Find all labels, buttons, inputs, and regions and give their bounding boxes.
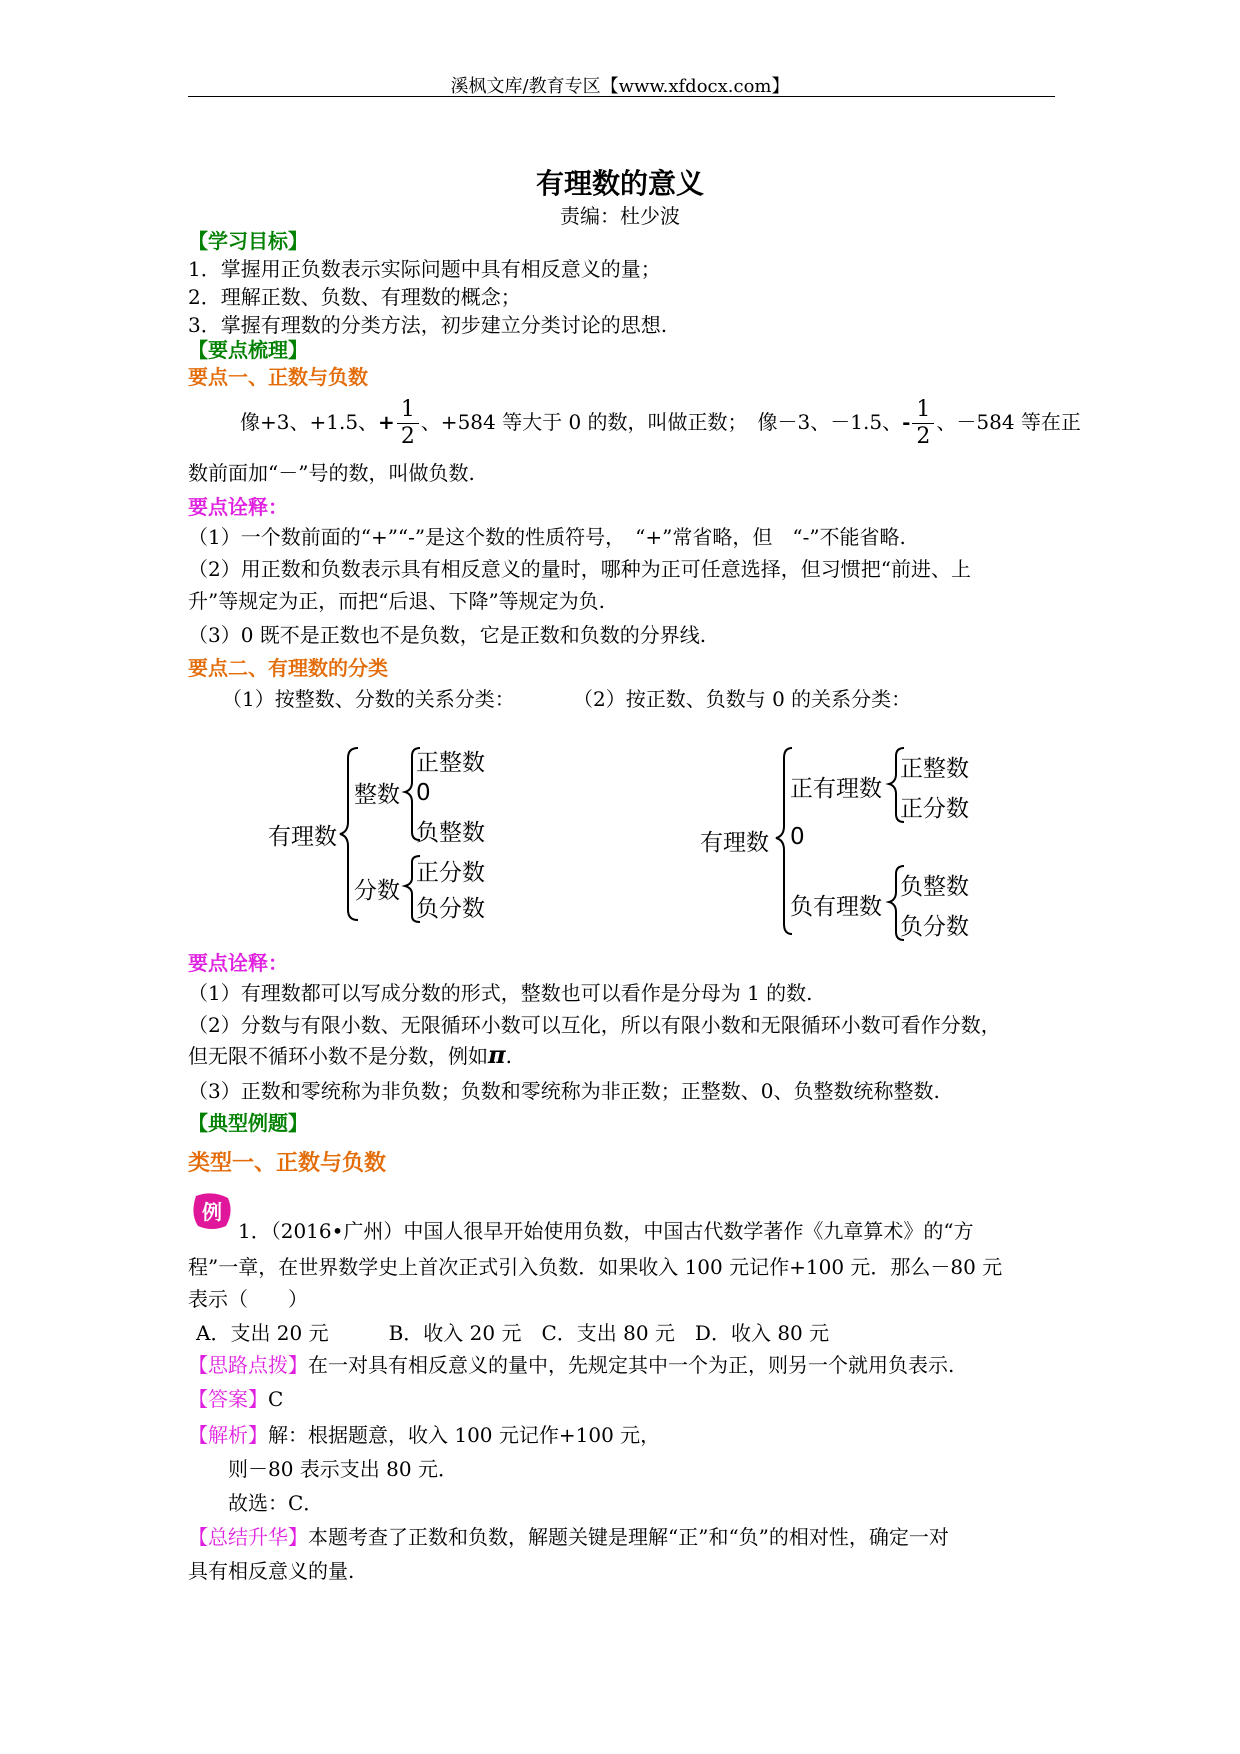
- diagram1-root: 有理数: [268, 824, 337, 850]
- diagram1-positive-fraction: 正分数: [416, 860, 485, 886]
- diagram2-root: 有理数: [700, 830, 769, 856]
- diagram1-integer: 整数: [354, 782, 400, 808]
- pi-symbol: π: [488, 1040, 506, 1069]
- note-item: （3）正数和零统称为非负数；负数和零统称为非正数；正整数、0、负整数统称整数.: [188, 1079, 940, 1103]
- analysis-row: [188, 1422, 660, 1448]
- editor-credit: 责编：杜少波: [560, 204, 680, 228]
- analysis-line: 则－80 表示支出 80 元．: [228, 1457, 458, 1481]
- goals-heading: 【学习目标】: [188, 229, 308, 253]
- fraction-denominator: 2: [397, 423, 419, 450]
- diagram1-positive-integer: 正整数: [416, 750, 485, 776]
- point1-notes-heading: 要点诠释：: [188, 495, 288, 519]
- diagram2-positive-integer: 正整数: [900, 756, 969, 782]
- plus-sign: +: [378, 410, 395, 434]
- point1-definition-line2: 数前面加“－”号的数，叫做负数.: [188, 461, 475, 485]
- minus-sign: -: [902, 410, 911, 434]
- diagram1-fraction: 分数: [354, 878, 400, 904]
- note-item: （2）用正数和负数表示具有相反意义的量时，哪种为正可任意选择，但习惯把“前进、上: [188, 557, 971, 581]
- answer-label: 【答案】: [188, 1387, 268, 1411]
- classification-method-2: （2）按正数、负数与 0 的关系分类：: [573, 687, 912, 711]
- page-title: 有理数的意义: [535, 167, 704, 200]
- badge-label: 例: [202, 1200, 222, 1224]
- note-item: 升”等规定为正，而把“后退、下降”等规定为负.: [188, 589, 606, 613]
- goal-item: 3．掌握有理数的分类方法，初步建立分类讨论的思想.: [188, 313, 668, 337]
- note-item: （2）分数与有限小数、无限循环小数可以互化，所以有限小数和无限循环小数可看作分数，: [188, 1013, 1001, 1037]
- summary-line: 具有相反意义的量.: [188, 1559, 355, 1583]
- question-line: 程”一章，在世界数学史上首次正式引入负数．如果收入 100 元记作+100 元．那么－80 元: [188, 1255, 1003, 1279]
- diagram2-positive-rational: 正有理数: [790, 776, 882, 802]
- goal-item: 1．掌握用正负数表示实际问题中具有相反意义的量；: [188, 257, 661, 281]
- analysis-label: 【解析】: [188, 1423, 268, 1447]
- summary-label: 【总结升华】: [188, 1525, 308, 1549]
- note-item: （1）有理数都可以写成分数的形式，整数也可以看作是分母为 1 的数.: [188, 981, 813, 1005]
- hint-label: 【思路点拨】: [188, 1353, 308, 1377]
- example-badge-icon: [190, 1192, 234, 1232]
- hint-text: 在一对具有相反意义的量中，先规定其中一个为正，则另一个就用负表示.: [308, 1353, 955, 1377]
- note-period: .: [505, 1044, 512, 1068]
- type1-heading: 类型一、正数与负数: [188, 1150, 387, 1176]
- fraction-numerator: 1: [916, 397, 931, 422]
- question-options: A．支出 20 元 B．收入 20 元 C．支出 80 元 D．收入 80 元: [196, 1321, 830, 1345]
- page-header: 溪枫文库/教育专区【www.xfdocx.com】: [450, 76, 790, 97]
- answer-row: [188, 1386, 283, 1412]
- fraction-numerator: 1: [400, 397, 415, 422]
- diagram2-zero: 0: [790, 824, 805, 850]
- note-text: 但无限不循环小数不是分数，例如: [188, 1044, 488, 1068]
- question-line: 1．（2016•广州）中国人很早开始使用负数，中国古代数学著作《九章算术》的“方: [238, 1219, 974, 1243]
- point2-heading: 要点二、有理数的分类: [188, 656, 388, 680]
- summary-text: 本题考查了正数和负数，解题关键是理解“正”和“负”的相对性，确定一对: [308, 1525, 949, 1549]
- diagram2-negative-fraction: 负分数: [900, 914, 969, 940]
- answer-text: C: [268, 1387, 284, 1411]
- diagram2-negative-rational: 负有理数: [790, 894, 882, 920]
- diagram1-zero: 0: [416, 780, 431, 806]
- summary-row: [188, 1524, 949, 1550]
- fraction-denominator: 2: [912, 423, 934, 450]
- analysis-line: 故选：C．: [228, 1491, 324, 1515]
- summary-heading: 【要点梳理】: [188, 338, 308, 362]
- hint-row: [188, 1352, 954, 1378]
- diagram2-negative-integer: 负整数: [900, 874, 969, 900]
- note-item: （1）一个数前面的“+”“-”是这个数的性质符号， “+”常省略，但 “-”不能省略.: [188, 525, 906, 549]
- point2-notes-heading: 要点诠释：: [188, 951, 288, 975]
- diagram2-positive-fraction: 正分数: [900, 796, 969, 822]
- goal-item: 2．理解正数、负数、有理数的概念；: [188, 285, 521, 309]
- definition-part-b: 、+584 等大于 0 的数，叫做正数； 像－3、－1.5、: [420, 410, 903, 434]
- analysis-text: 解：根据题意，收入 100 元记作+100 元，: [268, 1423, 661, 1447]
- examples-heading: 【典型例题】: [188, 1111, 308, 1135]
- classification-method-1: （1）按整数、分数的关系分类：: [222, 687, 515, 711]
- note-item: （3）0 既不是正数也不是负数，它是正数和负数的分界线.: [188, 623, 707, 647]
- note-item: [188, 1042, 512, 1069]
- diagram1-negative-integer: 负整数: [416, 820, 485, 846]
- diagram1-negative-fraction: 负分数: [416, 896, 485, 922]
- definition-part-c: 、－584 等在正: [936, 410, 1081, 434]
- point1-heading: 要点一、正数与负数: [188, 365, 368, 389]
- definition-part-a: 像+3、+1.5、: [240, 410, 379, 434]
- question-line: 表示（ ）: [188, 1287, 308, 1311]
